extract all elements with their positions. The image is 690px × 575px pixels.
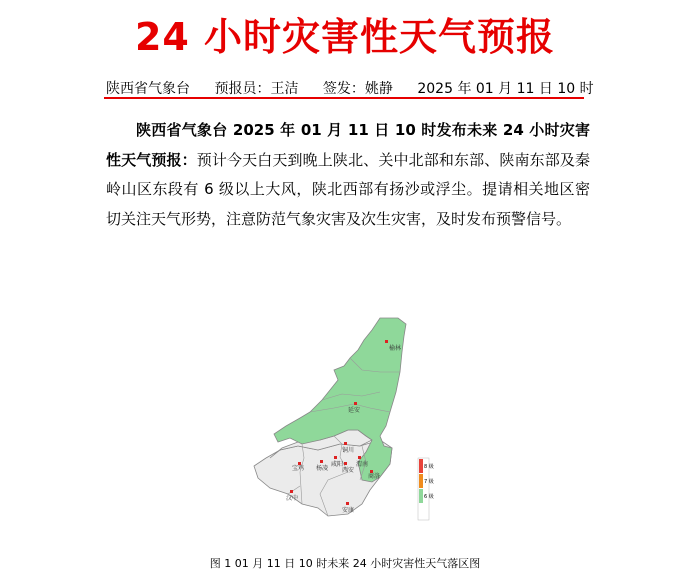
svg-text:榆林: 榆林: [389, 345, 402, 352]
document-title: 24 小时灾害性天气预报: [134, 15, 556, 59]
issue-datetime: 2025 年 01 月 11 日 10 时: [417, 81, 594, 97]
svg-text:宝鸡: 宝鸡: [292, 465, 305, 472]
forecast-text: 预计今天白天到晚上陕北、关中北部和东部、陕南东部及秦岭山区东段有 6 级以上大风，陕北西部有扬沙或浮尘。提请相关地区密切关注天气形势，注意防范气象灾害及次生灾害，及时发布预警信号。: [106, 150, 590, 228]
svg-text:6 级: 6 级: [424, 494, 434, 500]
svg-text:渭南: 渭南: [356, 461, 369, 468]
header-rule: [104, 97, 584, 99]
svg-text:杨凌: 杨凌: [316, 465, 329, 472]
issuer: 陕西省气象台: [106, 81, 190, 97]
svg-text:商洛: 商洛: [368, 473, 381, 480]
map-caption: 图 1 01 月 11 日 10 时未来 24 小时灾害性天气落区图: [209, 557, 481, 570]
svg-text:安康: 安康: [342, 507, 355, 514]
svg-text:8 级: 8 级: [424, 464, 434, 470]
map-legend: [418, 458, 434, 520]
header-meta: [106, 78, 594, 98]
svg-text:延安: 延安: [348, 407, 361, 414]
signer: 签发：姚静: [322, 81, 393, 97]
svg-text:咸阳: 咸阳: [331, 461, 344, 468]
svg-text:西安: 西安: [342, 467, 355, 474]
forecast-map: [230, 312, 460, 542]
forecaster: 预报员：王洁: [214, 81, 299, 97]
forecast-lead: 陕西省气象台 2025 年 01 月 11 日 10 时发布未来 24 小时灾害性天气预报：: [106, 121, 590, 169]
svg-text:7 级: 7 级: [424, 479, 434, 485]
forecast-paragraph: [106, 116, 590, 234]
svg-text:汉中: 汉中: [286, 495, 299, 502]
svg-text:铜川: 铜川: [342, 447, 355, 454]
